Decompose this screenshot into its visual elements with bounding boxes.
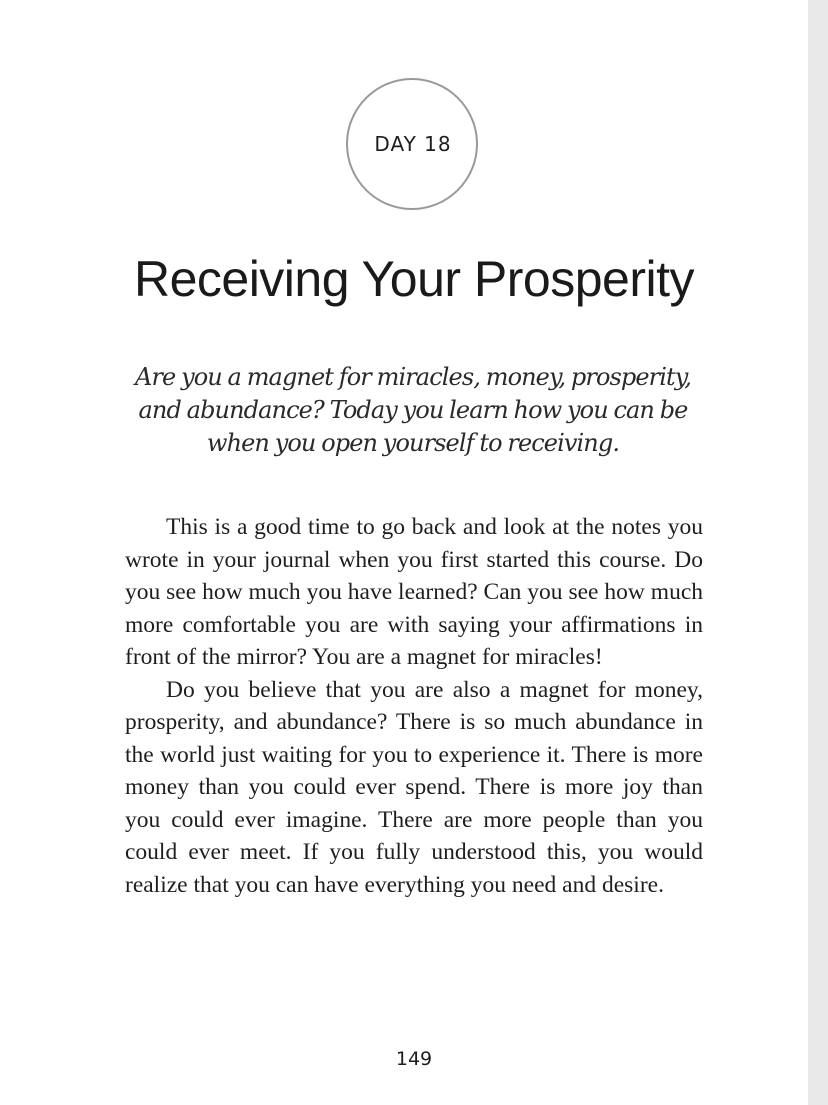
paragraph: Do you believe that you are also a magnet for money, prosperity, and abundance? There is so much abundance in the world just waiting for you to experience it. There is more money than you could ever spend. There is more joy than you could ever imagine. There are more people than you could ever meet. If you fully understood this, you would realize that you can have everything you need and desire. <box>125 676 703 898</box>
day-badge <box>346 78 478 210</box>
paragraph: This is a good time to go back and look at the notes you wrote in your journal when you first started this course. Do you see how much you have learned? Can you see how much more comfortable you are with saying your affirmations in front of the mirror? You are a magnet for miracles! <box>125 514 703 670</box>
chapter-intro: Are you a magnet for miracles, money, prosperity, and abundance? Today you learn how you can be when you open yourself to receiving. <box>135 363 691 457</box>
page-number: 149 <box>395 1048 433 1070</box>
day-label: DAY 18 <box>374 132 452 156</box>
chapter-title: Receiving Your Prosperity <box>133 251 695 307</box>
scroll-gutter[interactable] <box>808 0 828 1105</box>
body-text <box>125 511 703 901</box>
